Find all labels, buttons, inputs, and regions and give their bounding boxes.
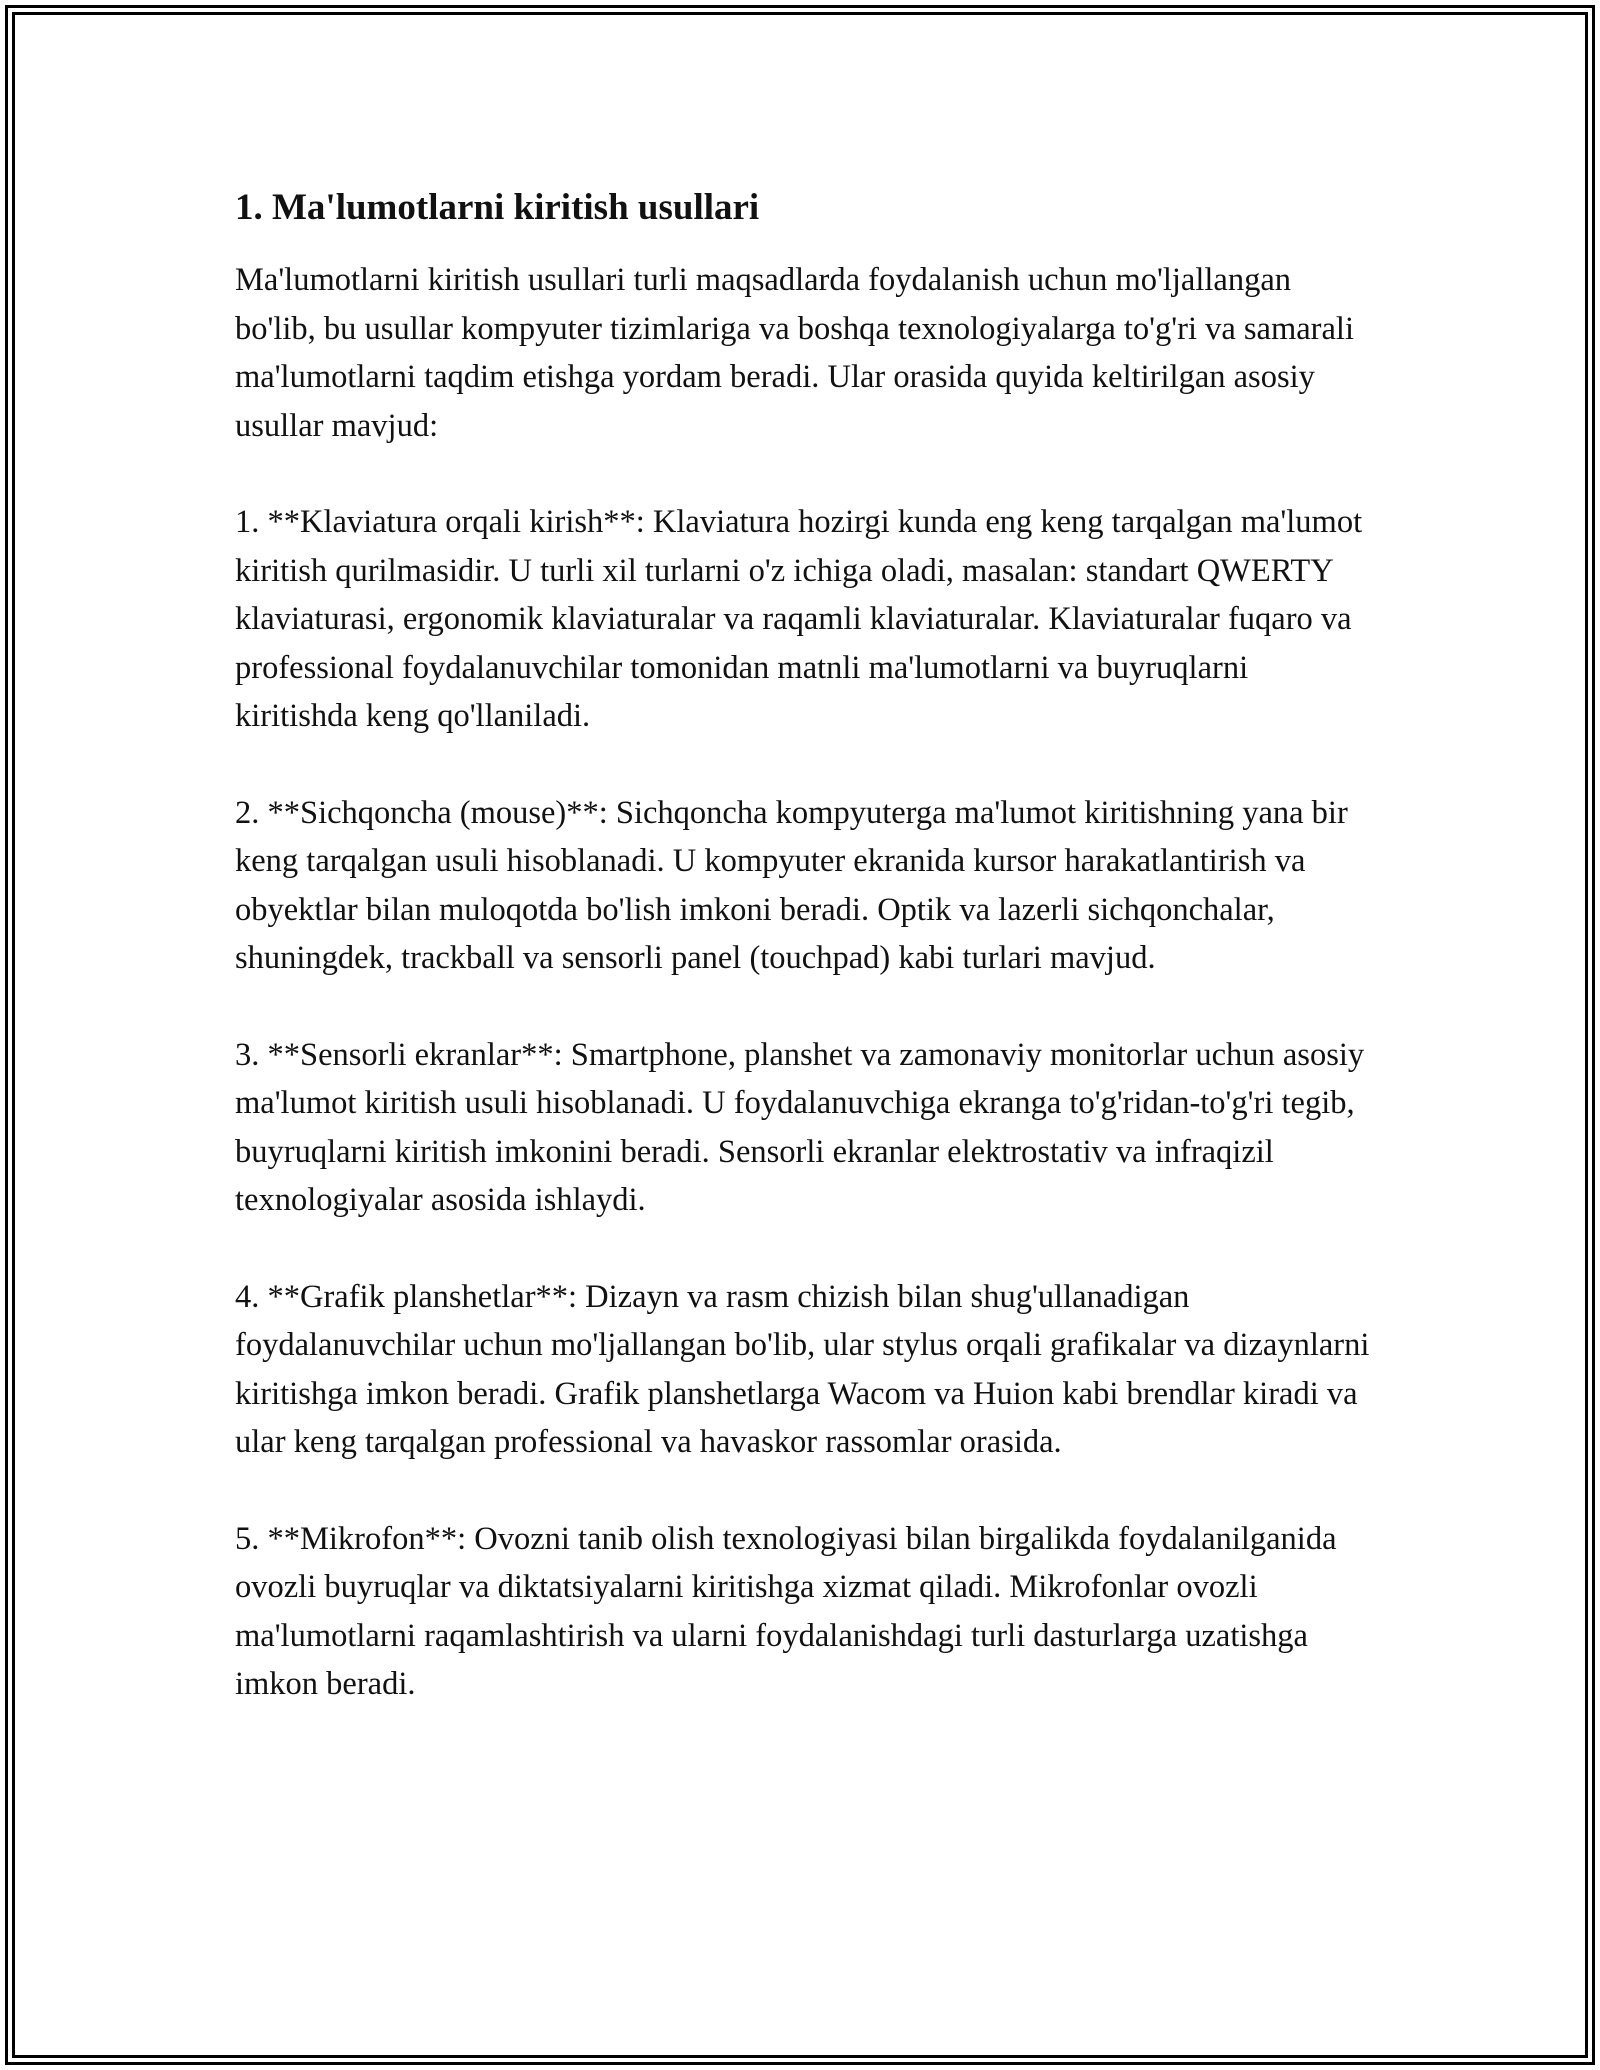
section-heading: 1. Ma'lumotlarni kiritish usullari	[235, 187, 760, 228]
list-item-keyboard: 1. **Klaviatura orqali kirish**: Klaviatura hozirgi kunda eng keng tarqalgan ma'lumot kiritish qurilmasidir. U turli xil turlarni o'z ichiga oladi, masalan: standart QWERTY klaviaturasi, ergonomik klaviaturalar va raqamli klaviaturalar. Klaviaturalar fuqaro va professional foydalanuvchilar tomonidan matnli ma'lumotlarni va buyruqlarni kiritishda keng qo'llaniladi.	[235, 504, 1363, 735]
list-item-graphic-tablet: 4. **Grafik planshetlar**: Dizayn va rasm chizish bilan shug'ullanadigan foydalanuvchilar uchun mo'ljallangan bo'lib, ular stylus orqali grafikalar va dizaynlarni kiritishga imkon beradi. Grafik planshetlarga Wacom va Huion kabi brendlar kiradi va ular keng tarqalgan professional va havaskor rassomlar orasida.	[235, 1278, 1370, 1461]
intro-paragraph: Ma'lumotlarni kiritish usullari turli maqsadlarda foydalanish uchun mo'ljallangan bo'lib, bu usullar kompyuter tizimlariga va boshqa texnologiyalarga to'g'ri va samarali ma'lumotlarni taqdim etishga yordam beradi. Ular orasida quyida keltirilgan asosiy usullar mavjud:	[235, 262, 1354, 444]
list-item-microphone: 5. **Mikrofon**: Ovozni tanib olish texnologiyasi bilan birgalikda foydalanilganida ovozli buyruqlar va diktatsiyalarni kiritishga xizmat qiladi. Mikrofonlar ovozli ma'lumotlarni raqamlashtirish va ularni foydalanishdagi turli dasturlarga uzatishga imkon beradi.	[235, 1520, 1337, 1703]
document-body	[235, 186, 1375, 1757]
list-item-mouse: 2. **Sichqoncha (mouse)**: Sichqoncha kompyuterga ma'lumot kiritishning yana bir keng tarqalgan usuli hisoblanadi. U kompyuter ekranida kursor harakatlantirish va obyektlar bilan muloqotda bo'lish imkoni beradi. Optik va lazerli sichqonchalar, shuningdek, trackball va sensorli panel (touchpad) kabi turlari mavjud.	[235, 794, 1348, 977]
list-item-touchscreen: 3. **Sensorli ekranlar**: Smartphone, planshet va zamonaviy monitorlar uchun asosiy ma'lumot kiritish usuli hisoblanadi. U foydalanuvchiga ekranga to'g'ridan-to'g'ri tegib, buyruqlarni kiritish imkonini beradi. Sensorli ekranlar elektrostativ va infraqizil texnologiyalar asosida ishlaydi.	[235, 1036, 1365, 1219]
